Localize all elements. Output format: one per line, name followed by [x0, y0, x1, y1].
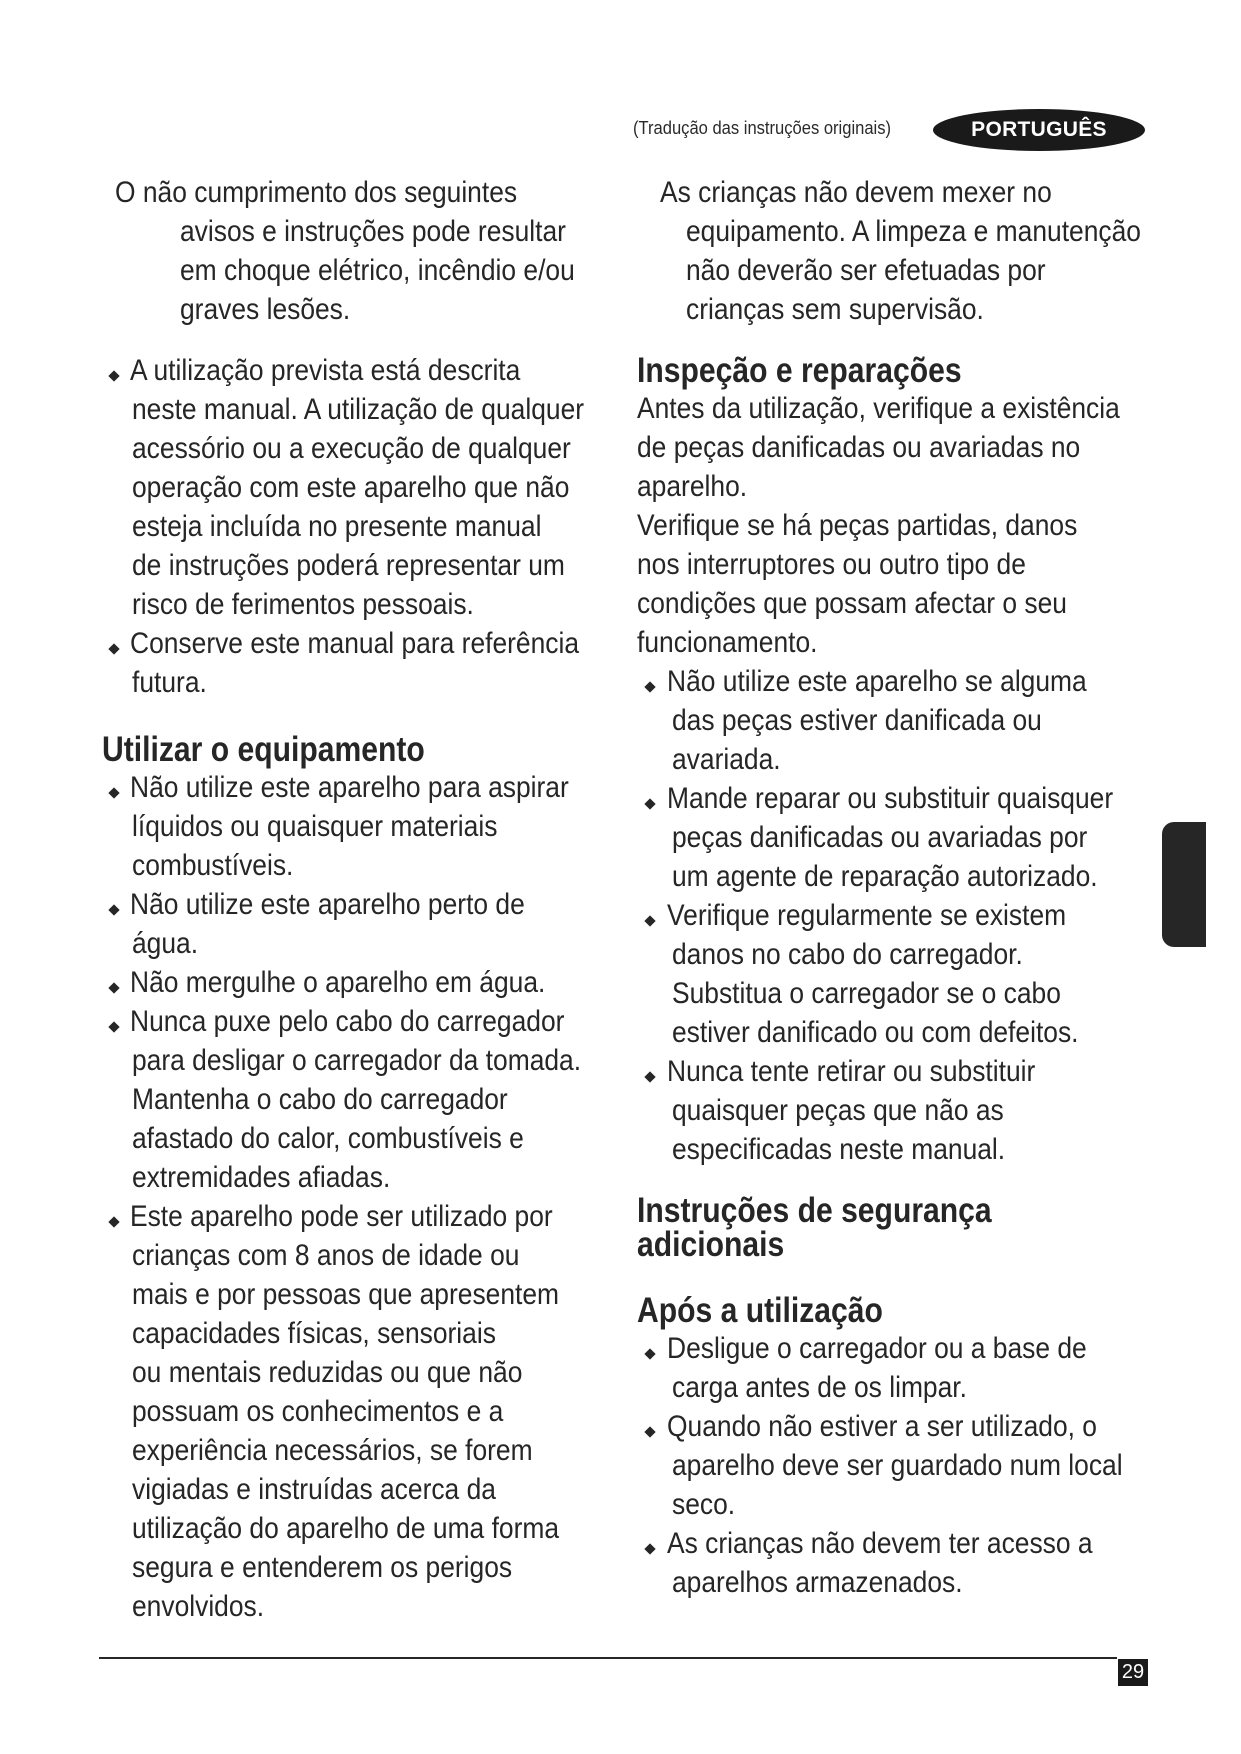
- list-item: [100, 963, 640, 1002]
- list-item: [636, 662, 1197, 779]
- right-column: [637, 173, 1197, 1602]
- page-number: 29: [1118, 1659, 1148, 1686]
- bullet-line: experiência necessários, se forem: [132, 1434, 533, 1467]
- section-heading-after-use: Após a utilização: [637, 1291, 883, 1330]
- list-item: [100, 351, 640, 624]
- section-heading-safety: [637, 1193, 1119, 1263]
- bullet-line: aparelho deve ser guardado num local: [672, 1449, 1123, 1482]
- bullet-line: Mantenha o cabo do carregador: [132, 1083, 508, 1116]
- bullet-diamond-icon: [644, 1543, 655, 1554]
- intro-line: avisos e instruções pode resultar: [180, 215, 566, 248]
- list-item: [636, 779, 1197, 896]
- paragraph-line: de peças danificadas ou avariadas no: [637, 431, 1081, 464]
- list-item: [636, 1407, 1197, 1524]
- section-heading-use: Utilizar o equipamento: [102, 730, 425, 769]
- bullet-diamond-icon: [644, 915, 655, 926]
- paragraph-line: funcionamento.: [637, 626, 818, 659]
- bullet-diamond-icon: [108, 982, 119, 993]
- bullet-line: capacidades físicas, sensoriais: [132, 1317, 496, 1350]
- bullet-line: Verifique regularmente se existem: [667, 899, 1067, 932]
- intro-line: graves lesões.: [180, 293, 351, 326]
- bullet-line: esteja incluída no presente manual: [132, 510, 542, 543]
- bullet-line: crianças com 8 anos de idade ou: [132, 1239, 520, 1272]
- paragraph-line: aparelho.: [637, 470, 748, 503]
- list-item: [100, 1197, 640, 1626]
- bullet-line: para desligar o carregador da tomada.: [132, 1044, 582, 1077]
- paragraph-line: condições que possam afectar o seu: [637, 587, 1068, 620]
- list-item: [100, 768, 640, 885]
- inspection-bullets: [636, 662, 1197, 1169]
- footer-divider: [99, 1657, 1117, 1659]
- bullet-line: líquidos ou quaisquer materiais: [132, 810, 498, 843]
- bullet-line: envolvidos.: [132, 1590, 265, 1623]
- paragraph-line: Antes da utilização, verifique a existência: [637, 392, 1120, 425]
- bullet-line: vigiadas e instruídas acerca da: [132, 1473, 496, 1506]
- bullet-line: peças danificadas ou avariadas por: [672, 821, 1088, 854]
- bullet-line: Não utilize este aparelho para aspirar: [130, 771, 569, 804]
- bullet-line: Este aparelho pode ser utilizado por: [130, 1200, 553, 1233]
- bullet-line: utilização do aparelho de uma forma: [132, 1512, 560, 1545]
- bullet-line: Não utilize este aparelho perto de: [130, 888, 525, 921]
- general-bullets: [100, 351, 640, 702]
- list-item: [636, 1524, 1197, 1602]
- intro-line: em choque elétrico, incêndio e/ou: [180, 254, 575, 287]
- bullet-line: acessório ou a execução de qualquer: [132, 432, 571, 465]
- list-item: [100, 885, 640, 963]
- list-item: [636, 1052, 1197, 1169]
- translation-note: (Tradução das instruções originais): [633, 118, 892, 138]
- bullet-line: possuam os conhecimentos e a: [132, 1395, 504, 1428]
- after-use-bullets: [636, 1329, 1197, 1602]
- intro-line: crianças sem supervisão.: [686, 293, 984, 326]
- bullet-line: Substitua o carregador se o cabo: [672, 977, 1061, 1010]
- bullet-line: segura e entenderem os perigos: [132, 1551, 513, 1584]
- bullet-diamond-icon: [108, 1216, 119, 1227]
- inspection-paragraph-2: [637, 506, 1197, 662]
- list-item: [100, 624, 640, 702]
- bullet-diamond-icon: [108, 643, 119, 654]
- children-warning: [637, 173, 1197, 329]
- bullet-line: ou mentais reduzidas ou que não: [132, 1356, 523, 1389]
- use-bullets: [100, 768, 640, 1626]
- paragraph-line: nos interruptores ou outro tipo de: [637, 548, 1026, 581]
- bullet-line: Não utilize este aparelho se alguma: [667, 665, 1087, 698]
- bullet-line: futura.: [132, 666, 207, 699]
- bullet-line: Quando não estiver a ser utilizado, o: [667, 1410, 1098, 1443]
- bullet-line: extremidades afiadas.: [132, 1161, 391, 1194]
- bullet-diamond-icon: [108, 1021, 119, 1032]
- bullet-line: quaisquer peças que não as: [672, 1094, 1004, 1127]
- bullet-line: Nunca tente retirar ou substituir: [667, 1055, 1036, 1088]
- bullet-diamond-icon: [644, 1426, 655, 1437]
- intro-line: equipamento. A limpeza e manutenção: [686, 215, 1141, 248]
- section-tab-marker: [1162, 822, 1206, 947]
- bullet-line: combustíveis.: [132, 849, 294, 882]
- language-badge: PORTUGUÊS: [933, 109, 1145, 151]
- bullet-line: um agente de reparação autorizado.: [672, 860, 1098, 893]
- bullet-line: Mande reparar ou substituir quaisquer: [667, 782, 1114, 815]
- left-column: [100, 173, 640, 1626]
- bullet-line: operação com este aparelho que não: [132, 471, 570, 504]
- bullet-line: mais e por pessoas que apresentem: [132, 1278, 560, 1311]
- paragraph-line: Verifique se há peças partidas, danos: [637, 509, 1078, 542]
- bullet-diamond-icon: [108, 787, 119, 798]
- heading-line: Instruções de segurança: [637, 1191, 992, 1230]
- bullet-line: aparelhos armazenados.: [672, 1566, 963, 1599]
- bullet-line: Nunca puxe pelo cabo do carregador: [130, 1005, 565, 1038]
- intro-line: As crianças não devem mexer no: [660, 176, 1052, 209]
- bullet-diamond-icon: [108, 904, 119, 915]
- bullet-line: Conserve este manual para referência: [130, 627, 580, 660]
- bullet-line: das peças estiver danificada ou: [672, 704, 1042, 737]
- bullet-line: estiver danificado ou com defeitos.: [672, 1016, 1079, 1049]
- intro-line: O não cumprimento dos seguintes: [115, 176, 518, 209]
- list-item: [636, 1329, 1197, 1407]
- bullet-line: afastado do calor, combustíveis e: [132, 1122, 524, 1155]
- bullet-line: especificadas neste manual.: [672, 1133, 1006, 1166]
- intro-line: não deverão ser efetuadas por: [686, 254, 1046, 287]
- bullet-line: carga antes de os limpar.: [672, 1371, 967, 1404]
- bullet-line: risco de ferimentos pessoais.: [132, 588, 474, 621]
- warning-intro: [100, 173, 640, 329]
- bullet-line: A utilização prevista está descrita: [130, 354, 521, 387]
- bullet-line: As crianças não devem ter acesso a: [667, 1527, 1093, 1560]
- list-item: [636, 896, 1197, 1052]
- bullet-diamond-icon: [108, 370, 119, 381]
- bullet-line: Desligue o carregador ou a base de: [667, 1332, 1087, 1365]
- bullet-line: Não mergulhe o aparelho em água.: [130, 966, 546, 999]
- list-item: [100, 1002, 640, 1197]
- bullet-diamond-icon: [644, 681, 655, 692]
- bullet-diamond-icon: [644, 1348, 655, 1359]
- section-heading-inspection: Inspeção e reparações: [637, 351, 962, 390]
- bullet-line: danos no cabo do carregador.: [672, 938, 1023, 971]
- bullet-diamond-icon: [644, 1071, 655, 1082]
- heading-line: adicionais: [637, 1225, 785, 1264]
- inspection-paragraph-1: [637, 389, 1197, 506]
- bullet-diamond-icon: [644, 798, 655, 809]
- bullet-line: de instruções poderá representar um: [132, 549, 565, 582]
- bullet-line: avariada.: [672, 743, 781, 776]
- bullet-line: água.: [132, 927, 199, 960]
- bullet-line: seco.: [672, 1488, 736, 1521]
- bullet-line: neste manual. A utilização de qualquer: [132, 393, 585, 426]
